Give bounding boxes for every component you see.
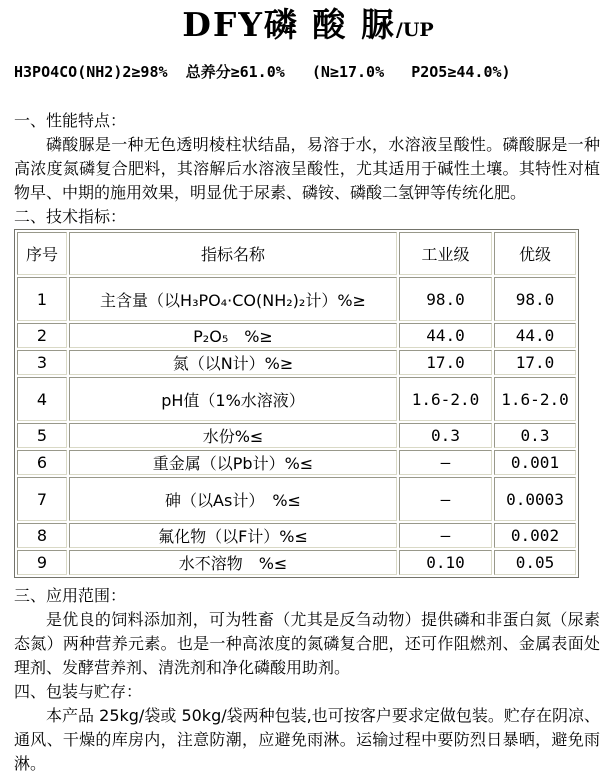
industrial-grade-value: 98.0: [399, 277, 492, 321]
premium-grade-value: 0.002: [494, 523, 576, 548]
premium-grade-value: 17.0: [494, 350, 576, 375]
table-row: [17, 377, 576, 421]
table-row: [17, 350, 576, 375]
indicator-name-cell: 氟化物（以F计）%≤: [69, 523, 397, 548]
document-page: [14, 4, 602, 776]
indicator-name-cell: 主含量（以H₃PO₄·CO(NH₂)₂计）%≥: [69, 277, 397, 321]
table-row: [17, 477, 576, 521]
row-index-cell: 4: [17, 377, 67, 421]
row-index-cell: 5: [17, 423, 67, 448]
indicator-name-cell: P₂O₅ %≥: [69, 323, 397, 348]
section-heading-features: 一、性能特点：: [14, 111, 127, 130]
row-index-cell: 1: [17, 277, 67, 321]
industrial-grade-value: 44.0: [399, 323, 492, 348]
row-index-cell: 3: [17, 350, 67, 375]
table-header-row: [17, 232, 576, 275]
indicator-name-cell: 重金属（以Pb计）%≤: [69, 450, 397, 475]
section-body-packaging: 本产品 25kg/袋或 50kg/袋两种包装,也可按客户要求定做包装。贮存在阴凉、通风、干燥的库房内，注意防潮，应避免雨淋。运输过程中要防烈日暴晒，避免雨淋。: [14, 706, 600, 773]
premium-grade-value: 1.6-2.0: [494, 377, 576, 421]
industrial-grade-value: –: [399, 477, 492, 521]
section-body-applications: 是优良的饲料添加剂，可为牲畜（尤其是反刍动物）提供磷和非蛋白氮（尿素态氮）两种营养元素。也是一种高浓度的氮磷复合肥，还可作阻燃剂、金属表面处理剂、发酵营养剂、清洗剂和净化磷酸用助剂。: [14, 610, 600, 677]
section-body-features: 磷酸脲是一种无色透明棱柱状结晶，易溶于水，水溶液呈酸性。磷酸脲是一种高浓度氮磷复合肥料，其溶解后水溶液呈酸性，尤其适用于碱性土壤。其特性对植物早、中期的施用效果，明显优于尿素、磷铵、磷酸二氢钾等传统化肥。: [14, 135, 600, 202]
indicator-name-cell: 氮（以N计）%≥: [69, 350, 397, 375]
page-title: [14, 4, 602, 51]
indicator-name-cell: 砷（以As计） %≤: [69, 477, 397, 521]
title-main: DFY磷 酸 脲: [182, 5, 396, 44]
row-index-cell: 7: [17, 477, 67, 521]
table-row: [17, 323, 576, 348]
table-row: [17, 423, 576, 448]
row-index-cell: 2: [17, 323, 67, 348]
section-heading-specs: 二、技术指标：: [14, 207, 127, 226]
industrial-grade-value: 1.6-2.0: [399, 377, 492, 421]
premium-grade-value: 44.0: [494, 323, 576, 348]
row-index-cell: 8: [17, 523, 67, 548]
table-row: [17, 523, 576, 548]
premium-grade-value: 0.001: [494, 450, 576, 475]
indicator-name-cell: 水份%≤: [69, 423, 397, 448]
premium-grade-value: 0.0003: [494, 477, 576, 521]
industrial-grade-value: 17.0: [399, 350, 492, 375]
industrial-grade-value: –: [399, 523, 492, 548]
technical-specs-table: [14, 229, 579, 578]
column-header-industrial: 工业级: [399, 232, 492, 275]
section-heading-applications: 三、应用范围：: [14, 586, 127, 605]
row-index-cell: 6: [17, 450, 67, 475]
industrial-grade-value: –: [399, 450, 492, 475]
industrial-grade-value: 0.10: [399, 550, 492, 575]
table-row: [17, 450, 576, 475]
industrial-grade-value: 0.3: [399, 423, 492, 448]
row-index-cell: 9: [17, 550, 67, 575]
premium-grade-value: 0.05: [494, 550, 576, 575]
premium-grade-value: 0.3: [494, 423, 576, 448]
column-header-name: 指标名称: [69, 232, 397, 275]
premium-grade-value: 98.0: [494, 277, 576, 321]
column-header-premium: 优级: [494, 232, 576, 275]
spec-line: H3PO4CO(NH2)2≥98% 总养分≥61.0% (N≥17.0% P2O5≥44.0%): [14, 63, 511, 81]
title-suffix: /UP: [395, 19, 434, 41]
section-heading-packaging: 四、包装与贮存：: [14, 682, 143, 701]
column-header-index: 序号: [17, 232, 67, 275]
indicator-name-cell: pH值（1%水溶液）: [69, 377, 397, 421]
table-row: [17, 277, 576, 321]
indicator-name-cell: 水不溶物 %≤: [69, 550, 397, 575]
table-row: [17, 550, 576, 575]
